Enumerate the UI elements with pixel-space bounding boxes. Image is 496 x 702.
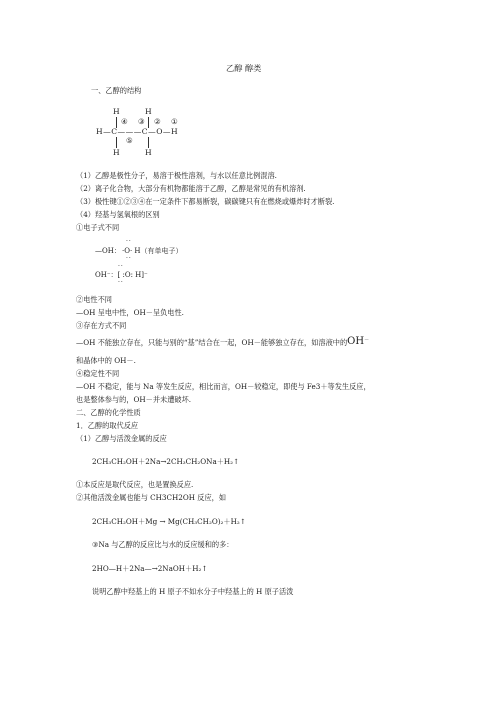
structure-bond-label-2: ② [154, 117, 161, 126]
structure-main-chain: H—C———C—O—H [96, 127, 179, 136]
note-2: ②其他活泼金属也能与 CH3CH2OH 反应，如 [76, 493, 227, 502]
diff3-text-line1-body: —OH 不能独立存在，只能与别的“基”结合在一起，OH－能够独立存在，如溶液中的 [76, 338, 348, 347]
diff3-text-line2: 和晶体中的 OH－. [76, 356, 136, 365]
structure-bond-label-3: ③ [138, 117, 145, 126]
diff1-heading: ①电子式不同 [76, 223, 120, 232]
structure-h-top-1: H [113, 107, 120, 116]
structure-bond-vertical [148, 137, 149, 148]
electron-dots: ·· [126, 255, 132, 262]
diff4-text-line1: —OH 不稳定，能与 Na 等发生反应，相比而言，OH－较稳定，即使与 Fe3＋等发生反应， [76, 382, 371, 391]
electron-dots: ·· [126, 238, 132, 245]
point-2: （2）离子化合物，大部分有机物都能溶于乙醇，乙醇是常见的有机溶剂. [76, 184, 306, 193]
ethanol-structure-diagram [96, 108, 206, 164]
structure-h-bottom-1: H [113, 148, 120, 157]
point-1: （1）乙醇是极性分子，易溶于极性溶剂，与水以任意比例混溶. [76, 171, 277, 180]
point-3: （3）极性键①②③④在一定条件下都易断裂，碳碳键只有在燃烧或爆炸时才断裂. [76, 197, 335, 206]
structure-bond-label-4: ④ [121, 117, 128, 126]
note-4: 说明乙醇中羟基上的 H 原子不如水分子中羟基上的 H 原子活泼 [92, 587, 294, 596]
structure-bond-label-1: ① [171, 117, 178, 126]
hydroxide-large-charge: － [364, 337, 370, 343]
hydroxide-large-text: OH [347, 336, 365, 347]
electron-dots: ·· [118, 279, 124, 286]
hydroxyl-radical-formula: ·O· H（有单电子） [122, 247, 183, 255]
diff3-text-line1 [76, 338, 369, 347]
diff3-heading: ③存在方式不同 [76, 321, 127, 330]
point-4: （4）羟基与氢氧根的区别 [76, 210, 160, 219]
section1-heading: 一、乙醇的结构 [91, 86, 142, 95]
hydroxide-large [347, 336, 369, 347]
section2-heading: 二、乙醇的化学性质 [76, 408, 141, 417]
diff2-heading: ②电性不同 [76, 295, 112, 304]
section2-sub1-1: （1）乙醇与活泼金属的反应 [76, 434, 167, 443]
equation-3: 2HO—H＋2Na—→2NaOH＋H₂↑ [92, 564, 208, 573]
structure-bond-label-5: ⑤ [126, 136, 133, 145]
equation-1: 2CH₃CH₂OH＋2Na→2CH₃CH₂ONa＋H₂↑ [92, 457, 240, 466]
diff4-text-line2: 也是整体参与的，OH－并未遭破坏. [76, 395, 192, 404]
section2-sub1: 1．乙醇的取代反应 [76, 421, 139, 430]
diff4-heading: ④稳定性不同 [76, 369, 120, 378]
hydroxide-ion-formula: OH⁻：[ :O: H]⁻ [95, 271, 148, 279]
structure-h-bottom-2: H [145, 148, 152, 157]
equation-2: 2CH₃CH₂OH＋Mg → Mg(CH₃CH₂O)₂＋H₂↑ [92, 517, 246, 526]
electron-dots: ·· [118, 263, 124, 270]
structure-bond-vertical [116, 137, 117, 148]
structure-h-top-2: H [145, 107, 152, 116]
note-3: ③Na 与乙醇的反应比与水的反应缓和的多： [92, 540, 234, 549]
page-title: 乙醇 醇类 [226, 63, 262, 73]
note-1: ①本反应是取代反应，也是置换反应. [76, 480, 194, 489]
diff2-text: —OH 呈电中性，OH－呈负电性. [76, 308, 184, 317]
hydroxyl-radical-label: —OH： [95, 247, 121, 255]
